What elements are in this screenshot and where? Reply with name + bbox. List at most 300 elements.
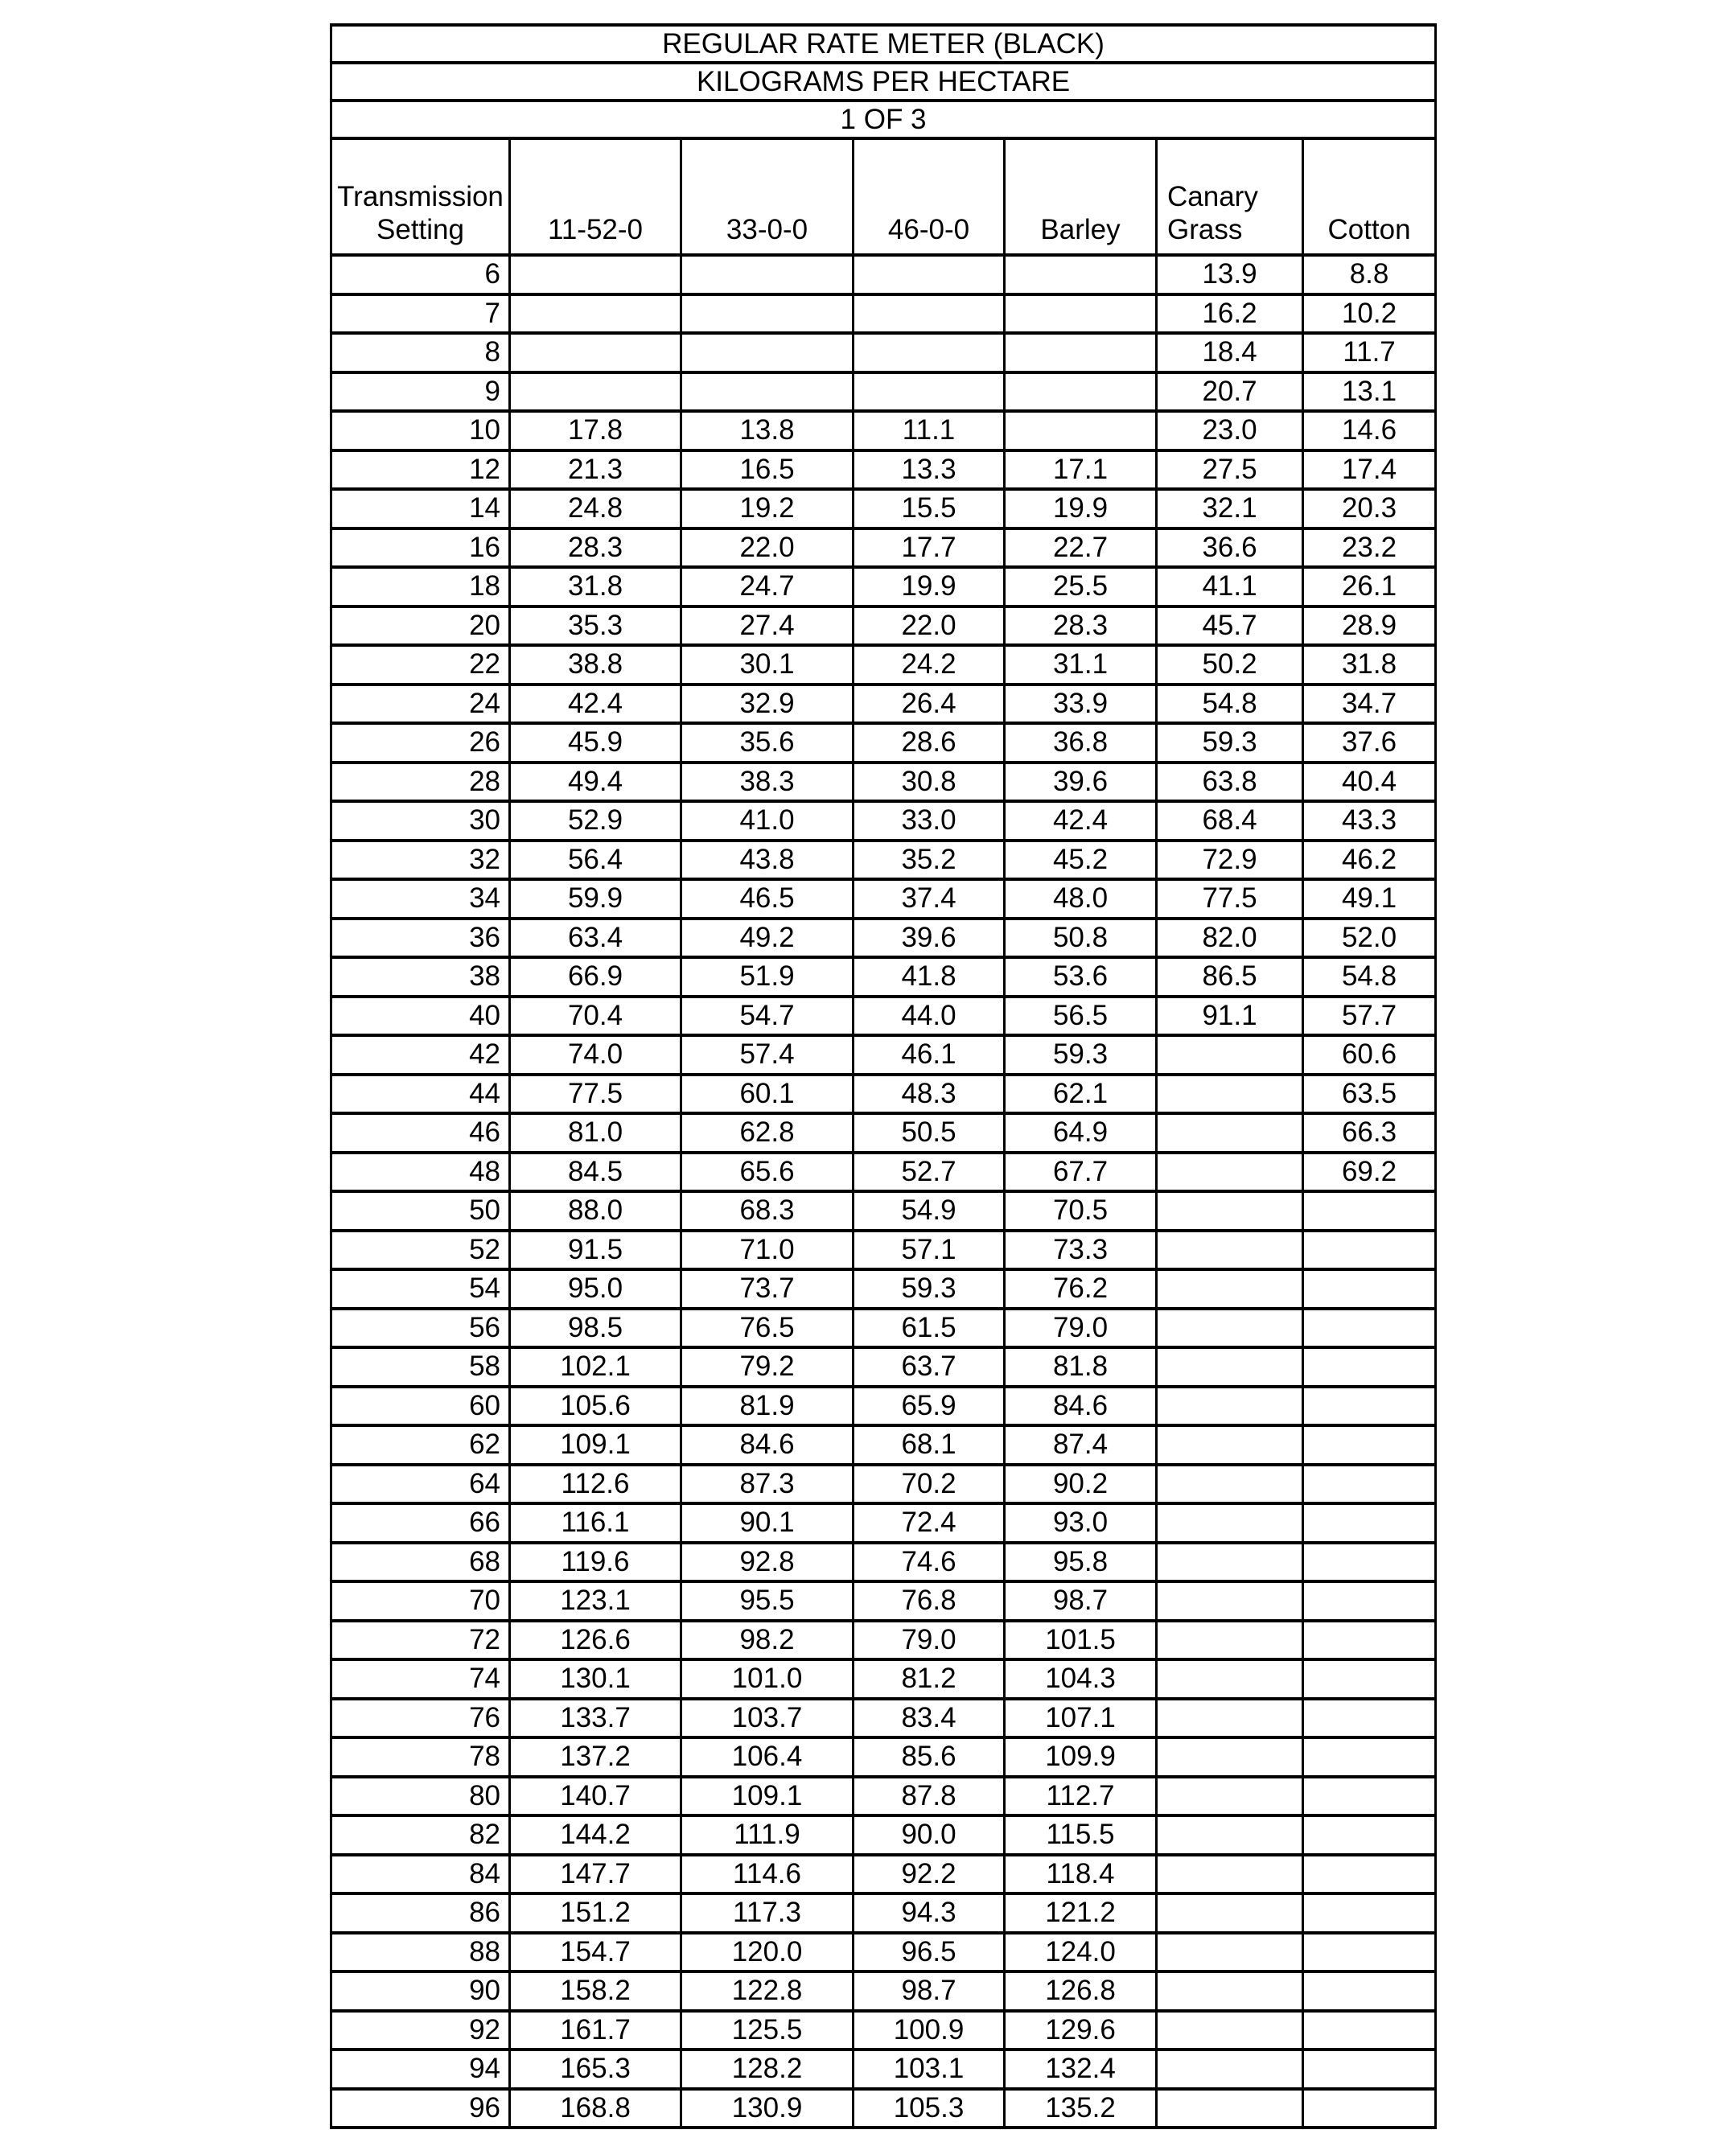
value-cell: 61.5 <box>854 1309 1005 1348</box>
value-cell <box>1303 1503 1436 1543</box>
setting-cell: 68 <box>331 1543 510 1582</box>
table-row <box>331 1269 1436 1309</box>
value-cell: 70.4 <box>510 997 681 1036</box>
value-cell: 42.4 <box>1005 801 1157 841</box>
table-row <box>331 372 1436 412</box>
setting-cell: 34 <box>331 879 510 919</box>
table-row <box>331 2089 1436 2128</box>
setting-cell: 36 <box>331 919 510 958</box>
setting-cell: 50 <box>331 1191 510 1231</box>
column-header-transmission-setting: Transmission Setting <box>331 138 510 255</box>
value-cell: 82.0 <box>1157 919 1303 958</box>
value-cell: 109.1 <box>681 1777 854 1816</box>
value-cell: 13.8 <box>681 411 854 450</box>
value-cell <box>1303 1543 1436 1582</box>
column-header-33-0-0: 33-0-0 <box>681 138 854 255</box>
table-row <box>331 1075 1436 1114</box>
value-cell: 151.2 <box>510 1893 681 1933</box>
page-indicator-row <box>331 101 1436 138</box>
value-cell: 11.7 <box>1303 333 1436 372</box>
column-header-row <box>331 138 1436 255</box>
value-cell <box>681 294 854 334</box>
value-cell: 24.8 <box>510 489 681 528</box>
value-cell <box>1303 1659 1436 1699</box>
value-cell: 32.1 <box>1157 489 1303 528</box>
setting-cell: 84 <box>331 1855 510 1894</box>
value-cell <box>1303 2050 1436 2089</box>
value-cell: 103.1 <box>854 2050 1005 2089</box>
value-cell: 26.1 <box>1303 567 1436 606</box>
value-cell: 63.4 <box>510 919 681 958</box>
value-cell: 31.8 <box>510 567 681 606</box>
value-cell <box>1303 1855 1436 1894</box>
value-cell <box>1303 1621 1436 1660</box>
value-cell <box>1303 1191 1436 1231</box>
value-cell: 43.8 <box>681 841 854 880</box>
setting-cell: 80 <box>331 1777 510 1816</box>
value-cell: 92.2 <box>854 1855 1005 1894</box>
value-cell <box>854 333 1005 372</box>
value-cell: 63.5 <box>1303 1075 1436 1114</box>
value-cell: 115.5 <box>1005 1815 1157 1855</box>
setting-cell: 70 <box>331 1581 510 1621</box>
value-cell: 14.6 <box>1303 411 1436 450</box>
setting-cell: 66 <box>331 1503 510 1543</box>
value-cell <box>1157 1933 1303 1972</box>
value-cell: 65.9 <box>854 1387 1005 1426</box>
value-cell <box>1303 1893 1436 1933</box>
value-cell <box>1157 2011 1303 2050</box>
value-cell: 77.5 <box>510 1075 681 1114</box>
value-cell <box>1157 1309 1303 1348</box>
value-cell: 130.1 <box>510 1659 681 1699</box>
value-cell: 13.9 <box>1157 255 1303 294</box>
table-row <box>331 333 1436 372</box>
value-cell: 114.6 <box>681 1855 854 1894</box>
value-cell: 126.8 <box>1005 1971 1157 2011</box>
value-cell <box>1157 1543 1303 1582</box>
column-header-barley: Barley <box>1005 138 1157 255</box>
table-row <box>331 606 1436 646</box>
setting-cell: 82 <box>331 1815 510 1855</box>
value-cell: 62.8 <box>681 1113 854 1153</box>
value-cell: 104.3 <box>1005 1659 1157 1699</box>
value-cell: 132.4 <box>1005 2050 1157 2089</box>
value-cell <box>1157 1075 1303 1114</box>
value-cell: 28.6 <box>854 723 1005 763</box>
value-cell: 109.1 <box>510 1425 681 1465</box>
value-cell <box>1005 255 1157 294</box>
value-cell <box>1303 1933 1436 1972</box>
setting-cell: 48 <box>331 1153 510 1192</box>
value-cell: 8.8 <box>1303 255 1436 294</box>
value-cell: 128.2 <box>681 2050 854 2089</box>
value-cell: 87.3 <box>681 1465 854 1504</box>
value-cell <box>1303 1737 1436 1777</box>
setting-cell: 8 <box>331 333 510 372</box>
value-cell <box>1157 2089 1303 2128</box>
value-cell: 69.2 <box>1303 1153 1436 1192</box>
value-cell: 76.8 <box>854 1581 1005 1621</box>
value-cell: 46.2 <box>1303 841 1436 880</box>
value-cell: 144.2 <box>510 1815 681 1855</box>
value-cell <box>1157 1425 1303 1465</box>
value-cell: 62.1 <box>1005 1075 1157 1114</box>
value-cell: 19.9 <box>1005 489 1157 528</box>
value-cell <box>1157 1035 1303 1075</box>
table-row <box>331 801 1436 841</box>
value-cell: 86.5 <box>1157 957 1303 997</box>
value-cell <box>1005 372 1157 412</box>
value-cell: 38.8 <box>510 645 681 685</box>
value-cell: 60.1 <box>681 1075 854 1114</box>
value-cell: 123.1 <box>510 1581 681 1621</box>
value-cell <box>681 255 854 294</box>
value-cell <box>1157 1581 1303 1621</box>
table-row <box>331 723 1436 763</box>
value-cell: 22.0 <box>681 528 854 568</box>
value-cell: 19.9 <box>854 567 1005 606</box>
value-cell: 19.2 <box>681 489 854 528</box>
value-cell <box>1157 1621 1303 1660</box>
setting-cell: 62 <box>331 1425 510 1465</box>
value-cell: 81.2 <box>854 1659 1005 1699</box>
value-cell: 91.5 <box>510 1231 681 1270</box>
table-row <box>331 1621 1436 1660</box>
value-cell: 17.7 <box>854 528 1005 568</box>
value-cell: 103.7 <box>681 1699 854 1738</box>
value-cell: 32.9 <box>681 685 854 724</box>
value-cell: 84.6 <box>1005 1387 1157 1426</box>
column-header-46-0-0: 46-0-0 <box>854 138 1005 255</box>
value-cell: 106.4 <box>681 1737 854 1777</box>
value-cell: 129.6 <box>1005 2011 1157 2050</box>
value-cell: 45.2 <box>1005 841 1157 880</box>
value-cell <box>1157 1699 1303 1738</box>
value-cell: 81.8 <box>1005 1347 1157 1387</box>
value-cell: 35.3 <box>510 606 681 646</box>
value-cell: 52.7 <box>854 1153 1005 1192</box>
setting-cell: 40 <box>331 997 510 1036</box>
setting-cell: 26 <box>331 723 510 763</box>
table-row <box>331 1231 1436 1270</box>
value-cell <box>1157 1737 1303 1777</box>
value-cell <box>1303 2089 1436 2128</box>
setting-cell: 94 <box>331 2050 510 2089</box>
table-row <box>331 997 1436 1036</box>
table-row <box>331 567 1436 606</box>
value-cell <box>1303 1699 1436 1738</box>
value-cell: 90.1 <box>681 1503 854 1543</box>
value-cell: 48.0 <box>1005 879 1157 919</box>
value-cell: 39.6 <box>1005 763 1157 802</box>
value-cell: 56.4 <box>510 841 681 880</box>
value-cell <box>1303 1971 1436 2011</box>
table-row <box>331 1737 1436 1777</box>
value-cell <box>1157 1347 1303 1387</box>
table-row <box>331 1113 1436 1153</box>
value-cell <box>681 333 854 372</box>
table-row <box>331 1191 1436 1231</box>
value-cell: 13.1 <box>1303 372 1436 412</box>
table-row <box>331 919 1436 958</box>
value-cell: 26.4 <box>854 685 1005 724</box>
value-cell: 65.6 <box>681 1153 854 1192</box>
value-cell: 117.3 <box>681 1893 854 1933</box>
value-cell: 74.6 <box>854 1543 1005 1582</box>
setting-cell: 7 <box>331 294 510 334</box>
value-cell: 124.0 <box>1005 1933 1157 1972</box>
table-subtitle: KILOGRAMS PER HECTARE <box>331 63 1436 101</box>
value-cell <box>1157 1153 1303 1192</box>
value-cell <box>510 372 681 412</box>
page-indicator: 1 OF 3 <box>331 101 1436 138</box>
value-cell: 46.5 <box>681 879 854 919</box>
value-cell: 22.7 <box>1005 528 1157 568</box>
table-row <box>331 1581 1436 1621</box>
value-cell: 72.9 <box>1157 841 1303 880</box>
value-cell: 57.7 <box>1303 997 1436 1036</box>
value-cell: 41.8 <box>854 957 1005 997</box>
setting-cell: 9 <box>331 372 510 412</box>
setting-cell: 12 <box>331 450 510 490</box>
value-cell: 119.6 <box>510 1543 681 1582</box>
value-cell: 49.4 <box>510 763 681 802</box>
setting-cell: 88 <box>331 1933 510 1972</box>
setting-cell: 42 <box>331 1035 510 1075</box>
value-cell: 105.6 <box>510 1387 681 1426</box>
value-cell: 98.2 <box>681 1621 854 1660</box>
rate-meter-table <box>330 23 1437 2129</box>
value-cell: 92.8 <box>681 1543 854 1582</box>
value-cell: 101.0 <box>681 1659 854 1699</box>
value-cell <box>854 294 1005 334</box>
table-row <box>331 411 1436 450</box>
value-cell: 93.0 <box>1005 1503 1157 1543</box>
setting-cell: 60 <box>331 1387 510 1426</box>
value-cell: 101.5 <box>1005 1621 1157 1660</box>
value-cell: 40.4 <box>1303 763 1436 802</box>
value-cell <box>1005 411 1157 450</box>
value-cell: 24.7 <box>681 567 854 606</box>
value-cell: 35.2 <box>854 841 1005 880</box>
value-cell <box>1303 1581 1436 1621</box>
setting-cell: 76 <box>331 1699 510 1738</box>
value-cell: 15.5 <box>854 489 1005 528</box>
setting-cell: 86 <box>331 1893 510 1933</box>
value-cell: 88.0 <box>510 1191 681 1231</box>
value-cell <box>1303 1815 1436 1855</box>
table-row <box>331 1035 1436 1075</box>
value-cell: 133.7 <box>510 1699 681 1738</box>
value-cell: 45.7 <box>1157 606 1303 646</box>
subtitle-row <box>331 63 1436 101</box>
value-cell: 84.5 <box>510 1153 681 1192</box>
value-cell: 70.5 <box>1005 1191 1157 1231</box>
setting-cell: 24 <box>331 685 510 724</box>
value-cell <box>1157 1113 1303 1153</box>
value-cell: 42.4 <box>510 685 681 724</box>
value-cell: 31.8 <box>1303 645 1436 685</box>
value-cell: 17.4 <box>1303 450 1436 490</box>
value-cell <box>1157 1465 1303 1504</box>
value-cell: 84.6 <box>681 1425 854 1465</box>
setting-cell: 96 <box>331 2089 510 2128</box>
value-cell <box>1303 2011 1436 2050</box>
value-cell: 23.2 <box>1303 528 1436 568</box>
value-cell: 59.3 <box>1005 1035 1157 1075</box>
value-cell: 60.6 <box>1303 1035 1436 1075</box>
value-cell: 158.2 <box>510 1971 681 2011</box>
value-cell <box>1157 1971 1303 2011</box>
value-cell: 98.5 <box>510 1309 681 1348</box>
value-cell <box>1303 1309 1436 1348</box>
title-row <box>331 25 1436 63</box>
table-row <box>331 879 1436 919</box>
value-cell <box>1157 1815 1303 1855</box>
value-cell: 57.1 <box>854 1231 1005 1270</box>
value-cell: 50.5 <box>854 1113 1005 1153</box>
setting-cell: 38 <box>331 957 510 997</box>
value-cell: 16.5 <box>681 450 854 490</box>
value-cell: 28.3 <box>1005 606 1157 646</box>
column-header-11-52-0: 11-52-0 <box>510 138 681 255</box>
value-cell: 59.9 <box>510 879 681 919</box>
value-cell: 71.0 <box>681 1231 854 1270</box>
value-cell: 35.6 <box>681 723 854 763</box>
value-cell: 112.6 <box>510 1465 681 1504</box>
value-cell: 68.3 <box>681 1191 854 1231</box>
value-cell: 39.6 <box>854 919 1005 958</box>
setting-cell: 52 <box>331 1231 510 1270</box>
value-cell: 52.9 <box>510 801 681 841</box>
value-cell <box>1303 1777 1436 1816</box>
table-title: REGULAR RATE METER (BLACK) <box>331 25 1436 63</box>
value-cell: 94.3 <box>854 1893 1005 1933</box>
value-cell: 102.1 <box>510 1347 681 1387</box>
table-row <box>331 1777 1436 1816</box>
value-cell: 25.5 <box>1005 567 1157 606</box>
setting-cell: 64 <box>331 1465 510 1504</box>
value-cell: 66.9 <box>510 957 681 997</box>
table-row <box>331 1425 1436 1465</box>
table-row <box>331 489 1436 528</box>
table-row <box>331 2011 1436 2050</box>
value-cell <box>1157 1269 1303 1309</box>
value-cell: 50.2 <box>1157 645 1303 685</box>
table-row <box>331 1659 1436 1699</box>
value-cell: 23.0 <box>1157 411 1303 450</box>
table-row <box>331 1153 1436 1192</box>
table-row <box>331 1815 1436 1855</box>
value-cell: 13.3 <box>854 450 1005 490</box>
setting-cell: 90 <box>331 1971 510 2011</box>
value-cell: 96.5 <box>854 1933 1005 1972</box>
value-cell: 67.7 <box>1005 1153 1157 1192</box>
value-cell: 81.9 <box>681 1387 854 1426</box>
value-cell: 154.7 <box>510 1933 681 1972</box>
value-cell: 95.5 <box>681 1581 854 1621</box>
value-cell <box>1157 1191 1303 1231</box>
value-cell <box>1157 1503 1303 1543</box>
value-cell <box>1157 1231 1303 1270</box>
table-row <box>331 1309 1436 1348</box>
value-cell: 118.4 <box>1005 1855 1157 1894</box>
value-cell: 28.9 <box>1303 606 1436 646</box>
value-cell: 18.4 <box>1157 333 1303 372</box>
value-cell <box>1005 294 1157 334</box>
setting-cell: 74 <box>331 1659 510 1699</box>
table-row <box>331 1699 1436 1738</box>
value-cell: 107.1 <box>1005 1699 1157 1738</box>
value-cell <box>510 255 681 294</box>
value-cell: 79.0 <box>1005 1309 1157 1348</box>
value-cell: 17.1 <box>1005 450 1157 490</box>
setting-cell: 16 <box>331 528 510 568</box>
value-cell: 34.7 <box>1303 685 1436 724</box>
value-cell: 56.5 <box>1005 997 1157 1036</box>
value-cell: 50.8 <box>1005 919 1157 958</box>
value-cell: 147.7 <box>510 1855 681 1894</box>
value-cell: 27.4 <box>681 606 854 646</box>
value-cell: 30.1 <box>681 645 854 685</box>
table-row <box>331 841 1436 880</box>
value-cell: 38.3 <box>681 763 854 802</box>
setting-cell: 20 <box>331 606 510 646</box>
setting-cell: 44 <box>331 1075 510 1114</box>
value-cell: 24.2 <box>854 645 1005 685</box>
value-cell: 125.5 <box>681 2011 854 2050</box>
table-row <box>331 1503 1436 1543</box>
value-cell: 64.9 <box>1005 1113 1157 1153</box>
column-header-canary-grass: Canary Grass <box>1157 138 1303 255</box>
value-cell: 54.9 <box>854 1191 1005 1231</box>
value-cell: 49.1 <box>1303 879 1436 919</box>
value-cell: 91.1 <box>1157 997 1303 1036</box>
table-row <box>331 1893 1436 1933</box>
setting-cell: 56 <box>331 1309 510 1348</box>
table-row <box>331 450 1436 490</box>
value-cell: 36.6 <box>1157 528 1303 568</box>
value-cell: 77.5 <box>1157 879 1303 919</box>
value-cell <box>1157 1893 1303 1933</box>
value-cell: 57.4 <box>681 1035 854 1075</box>
value-cell: 105.3 <box>854 2089 1005 2128</box>
setting-cell: 58 <box>331 1347 510 1387</box>
value-cell: 44.0 <box>854 997 1005 1036</box>
value-cell: 137.2 <box>510 1737 681 1777</box>
value-cell: 135.2 <box>1005 2089 1157 2128</box>
value-cell: 48.3 <box>854 1075 1005 1114</box>
value-cell: 51.9 <box>681 957 854 997</box>
table-row <box>331 1543 1436 1582</box>
setting-cell: 14 <box>331 489 510 528</box>
value-cell <box>854 255 1005 294</box>
value-cell <box>510 333 681 372</box>
table-row <box>331 685 1436 724</box>
value-cell: 109.9 <box>1005 1737 1157 1777</box>
value-cell: 63.8 <box>1157 763 1303 802</box>
table-row <box>331 1971 1436 2011</box>
value-cell: 120.0 <box>681 1933 854 1972</box>
setting-cell: 22 <box>331 645 510 685</box>
table-body <box>331 255 1436 2128</box>
setting-cell: 6 <box>331 255 510 294</box>
value-cell <box>1157 1659 1303 1699</box>
value-cell: 79.0 <box>854 1621 1005 1660</box>
value-cell: 161.7 <box>510 2011 681 2050</box>
value-cell <box>1303 1231 1436 1270</box>
